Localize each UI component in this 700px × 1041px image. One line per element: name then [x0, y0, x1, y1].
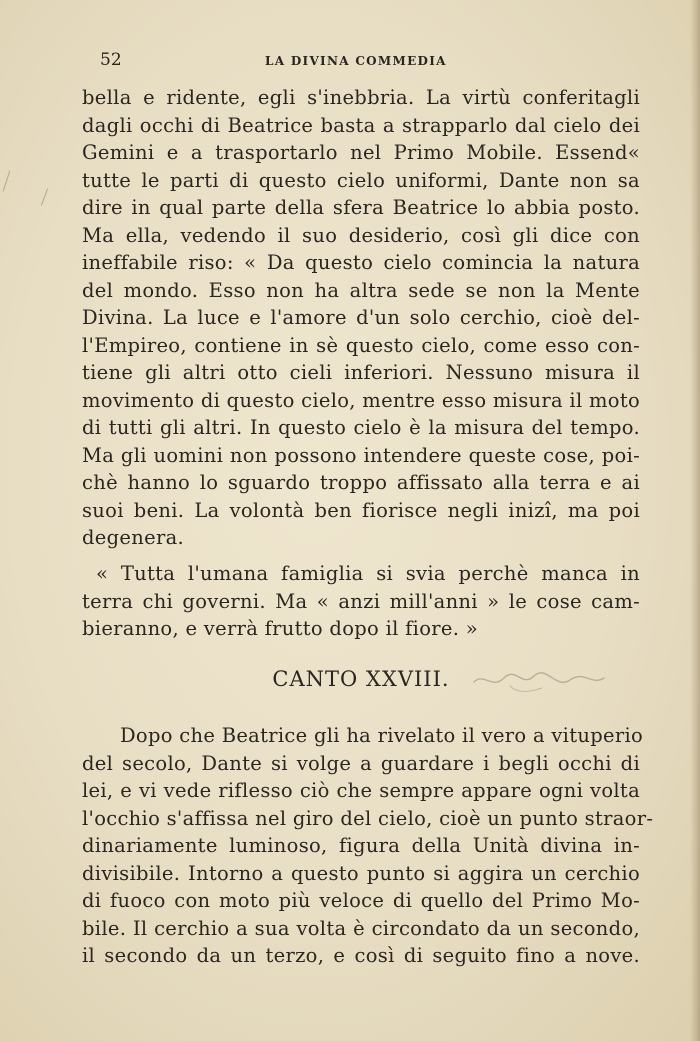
text-line: divisibile. Intorno a questo punto si aggira un cerchio: [82, 861, 640, 885]
text-line: « Tutta l'umana famiglia si svia perchè manca in: [96, 562, 640, 585]
text-line: il secondo da un terzo, e così di seguito fino a nove.: [82, 944, 640, 967]
paragraph-1: [82, 84, 640, 552]
text-line: tiene gli altri otto cieli inferiori. Nessuno misura il: [82, 361, 640, 384]
text-line: tutte le parti di questo cielo uniformi, Dante non sa: [82, 168, 640, 192]
text-line: l'Empireo, contiene in sè questo cielo, come esso con-: [82, 333, 640, 357]
paragraph-3: [82, 722, 654, 970]
text-line: bella e ridente, egli s'inebbria. La virtù conferitagli: [82, 86, 640, 109]
text-line: terra chi governi. Ma « anzi mill'anni » le cose cam-: [82, 589, 640, 613]
text-line: suoi beni. La volontà ben fiorisce negli inizî, ma poi: [82, 498, 640, 522]
text-line: di fuoco con moto più veloce di quello del Primo Mo-: [82, 889, 640, 912]
text-line: dire in qual parte della sfera Beatrice lo abbia posto.: [82, 196, 640, 219]
text-line: Divina. La luce e l'amore d'un solo cerchio, cioè del-: [82, 306, 640, 329]
pencil-annotation: [470, 660, 620, 700]
text-line: del secolo, Dante si volge a guardare i begli occhi di: [82, 751, 640, 775]
text-line: bieranno, e verrà frutto dopo il fiore. »: [82, 617, 478, 640]
text-line: Dopo che Beatrice gli ha rivelato il vero a vituperio: [120, 724, 644, 747]
text-line: chè hanno lo sguardo troppo affissato alla terra e ai: [82, 471, 640, 494]
margin-mark: [3, 170, 11, 191]
text-line: del mondo. Esso non ha altra sede se non la Mente: [82, 278, 640, 302]
text-line: l'occhio s'affissa nel giro del cielo, cioè un punto straor-: [82, 806, 654, 830]
text-line: ineffabile riso: « Da questo cielo comincia la natura: [82, 251, 640, 274]
text-line: Ma gli uomini non possono intendere queste cose, poi-: [82, 443, 640, 467]
paragraph-2: [82, 560, 640, 643]
margin-mark: [41, 188, 48, 205]
running-head: [100, 50, 640, 70]
text-line: degenera.: [82, 526, 184, 549]
text-line: di tutti gli altri. In questo cielo è la misura del tempo.: [82, 416, 640, 439]
running-title: LA DIVINA COMMEDIA: [265, 54, 447, 68]
text-line: dagli occhi di Beatrice basta a strapparlo dal cielo dei: [82, 113, 640, 137]
text-line: bile. Il cerchio a sua volta è circondato da un secondo,: [82, 916, 640, 940]
page-edge-shadow: [690, 0, 700, 1041]
text-line: dinariamente luminoso, figura della Unità divina in-: [82, 834, 640, 857]
page-number: 52: [100, 50, 122, 70]
text-line: Gemini e a trasportarlo nel Primo Mobile. Essend«: [82, 141, 640, 164]
text-line: lei, e vi vede riflesso ciò che sempre appare ogni volta: [82, 779, 640, 802]
text-line: movimento di questo cielo, mentre esso misura il moto: [82, 388, 640, 412]
canto-heading: CANTO XXVIII.: [272, 667, 450, 691]
text-line: Ma ella, vedendo il suo desiderio, così gli dice con: [82, 223, 640, 247]
